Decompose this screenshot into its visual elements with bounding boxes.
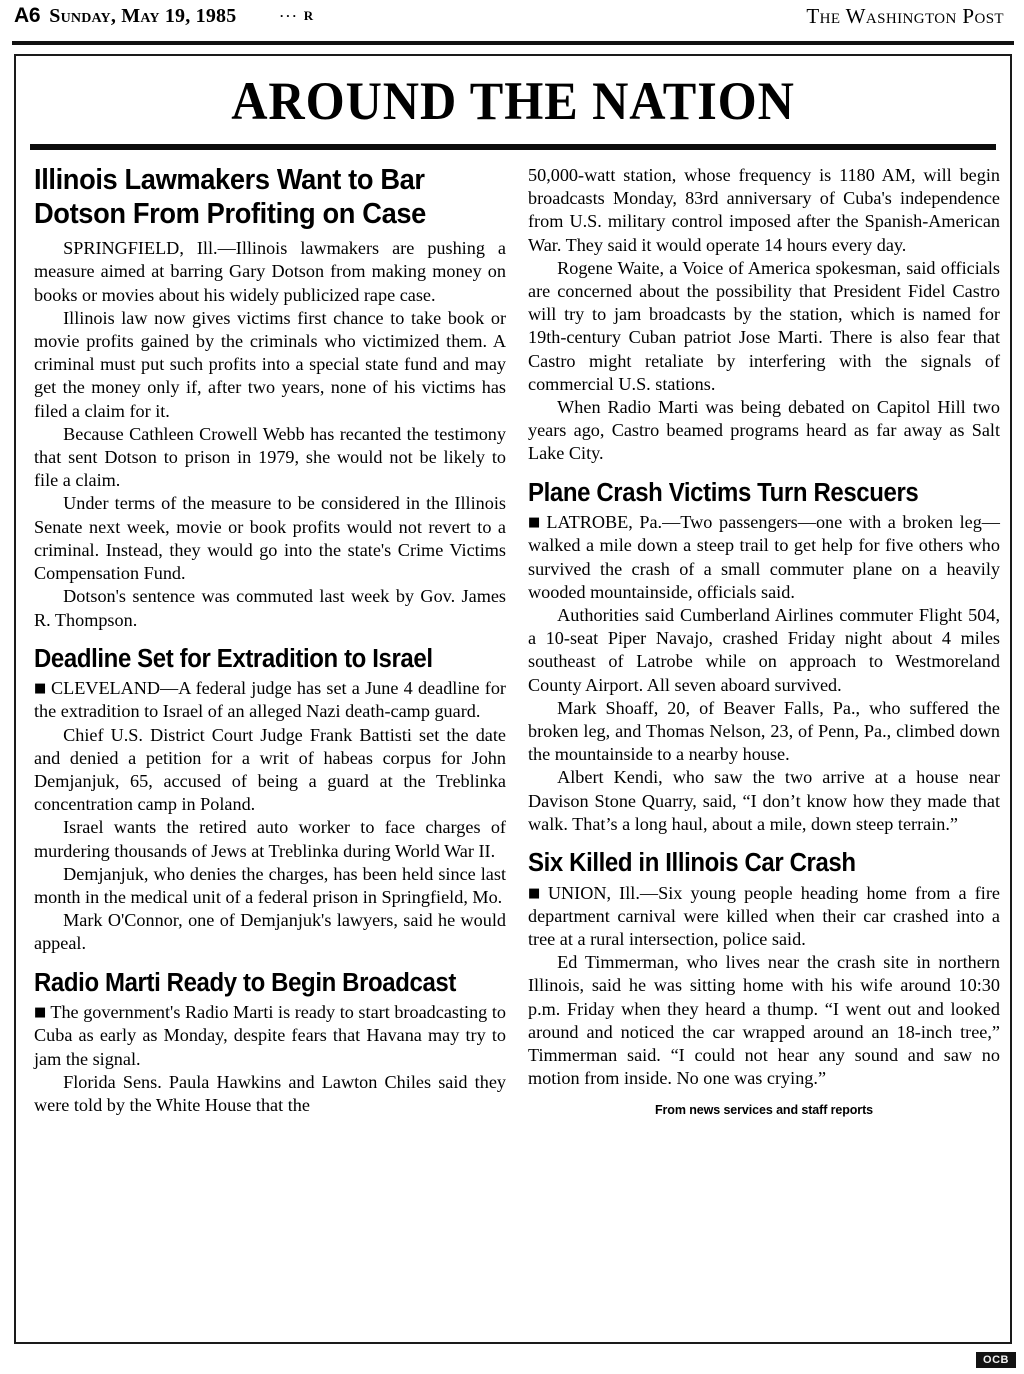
section-title: AROUND THE NATION: [231, 71, 795, 131]
paragraph: Mark Shoaff, 20, of Beaver Falls, Pa., who suffered the broken leg, and Thomas Nelson, 23, of Penn, Pa., climbed down the mountainside to a nearby house.: [528, 697, 1000, 765]
square-bullet-icon: ■: [528, 885, 544, 901]
page-masthead: [0, 0, 1024, 40]
paragraph-text: LATROBE, Pa.—Two passengers—one with a broken leg—walked a mile down a steep trail to get help for five others who survived the crash of a small commuter plane on a heavily wooded mountainside, officials said.: [528, 512, 1000, 602]
paragraph: SPRINGFIELD, Ill.—Illinois lawmakers are pushing a measure aimed at barring Gary Dotson from making money on books or movies about his widely publicized rape case.: [34, 238, 506, 305]
section-banner: [16, 56, 1010, 134]
left-column: [34, 164, 506, 1117]
paragraph: When Radio Marti was being debated on Capitol Hill two years ago, Castro beamed programs heard as far away as Salt Lake City.: [528, 397, 1000, 464]
paragraph-text: UNION, Ill.—Six young people heading home from a fire department carnival were killed when their car crashed into a tree at a rural intersection, police said.: [528, 882, 1000, 949]
paragraph: Florida Sens. Paula Hawkins and Lawton Chiles said they were told by the White House that the: [34, 1071, 506, 1116]
masthead-rule: [12, 41, 1014, 45]
page-folio-number: A6: [14, 4, 41, 27]
story-radio-marti-continued: [528, 164, 1000, 466]
paragraph: Because Cathleen Crowell Webb has recanted the testimony that sent Dotson to prison in 1979, she would not be likely to file a claim.: [34, 423, 506, 491]
page-content-frame: [14, 54, 1012, 1344]
square-bullet-icon: ■: [528, 515, 543, 531]
paragraph: Rogene Waite, a Voice of America spokesman, said officials are concerned about the possibility that President Fidel Castro will try to jam broadcasts by the station, which is named for 19th-century Cuban patriot Jose Marti. There is also fear that Castro might retaliate by interfering with the signals of commercial U.S. stations.: [528, 257, 1000, 394]
story-radio-marti: [34, 969, 506, 1118]
story-credit-line: From news services and staff reports: [654, 1103, 873, 1118]
square-bullet-icon: ■: [34, 1005, 47, 1021]
story-dotson: [34, 164, 506, 632]
paragraph: Dotson's sentence was commuted last week by Gov. James R. Thompson.: [34, 586, 506, 630]
headline-plane-crash: Plane Crash Victims Turn Rescuers: [528, 478, 919, 507]
page-dateline: Sunday, May 19, 1985: [49, 5, 237, 27]
masthead-left-group: [14, 0, 315, 28]
newspaper-name: The Washington Post: [806, 4, 1004, 28]
paragraph: Ed Timmerman, who lives near the crash site in northern Illinois, said he was sitting home with his wife around 10:30 p.m. Friday when they heard a thump. “I went out and looked around and noticed the car wrapped around an 18-inch tree,” Timmerman said. “I could not hear any sound and saw no motion from inside. No one was crying.”: [528, 952, 1000, 1089]
ocr-badge: OCB: [976, 1352, 1016, 1368]
right-column: [528, 164, 1000, 1117]
paragraph: Demjanjuk, who denies the charges, has been held since last month in the medical unit of a federal prison in Springfield, Mo.: [34, 863, 506, 908]
paragraph: Illinois law now gives victims first chance to take book or movie profits gained by the criminals who victimized them. A criminal must put such profits into a special state fund and may get the money only if, after two years, none of his victims has filed a claim for it.: [34, 307, 506, 421]
paragraph-lead: [34, 1001, 506, 1071]
paragraph: Under terms of the measure to be considered in the Illinois Senate next week, movie or book profits would not revert to a criminal. Instead, they would go into the state's Crime Victims Compensation Fund.: [34, 493, 506, 584]
headline-dotson: Illinois Lawmakers Want to Bar Dotson From Profiting on Case: [34, 164, 426, 230]
paragraph: Authorities said Cumberland Airlines commuter Flight 504, a 10-seat Piper Navajo, crashed Friday night about 4 miles southeast of Latrobe while on approach to Westmoreland County Airport. All seven aboard survived.: [528, 605, 1000, 695]
story-extradition: [34, 645, 506, 956]
edition-mark: ··· R: [279, 8, 316, 23]
paragraph-text: CLEVELAND—A federal judge has set a June 4 deadline for the extradition to Israel of an alleged Nazi death-camp guard.: [34, 678, 506, 722]
story-car-crash: [528, 849, 1000, 1090]
headline-radio-marti: Radio Marti Ready to Begin Broadcast: [34, 968, 457, 997]
paragraph-lead: [34, 677, 506, 723]
paragraph: Israel wants the retired auto worker to face charges of murdering thousands of Jews at Treblinka during World War II.: [34, 817, 506, 861]
paragraph-text: The government's Radio Marti is ready to start broadcasting to Cuba as early as Monday, despite fears that Havana may try to jam the signal.: [34, 1002, 506, 1069]
paragraph: Albert Kendi, who saw the two arrive at a house near Davison Stone Quarry, said, “I don’t know how they made that walk. That’s a long haul, about a mile, down steep terrain.”: [528, 767, 1000, 834]
headline-car-crash: Six Killed in Illinois Car Crash: [528, 849, 856, 878]
paragraph-lead: [528, 511, 1000, 604]
paragraph: Mark O'Connor, one of Demjanjuk's lawyers, said he would appeal.: [34, 910, 506, 954]
paragraph-lead: [528, 882, 1000, 952]
paragraph: 50,000-watt station, whose frequency is 1180 AM, will begin broadcasts Monday, 83rd anniversary of Cuba's independence from U.S. military control imposed after the Spanish-American War. They said it would operate 14 hours every day.: [528, 165, 1000, 255]
headline-extradition: Deadline Set for Extradition to Israel: [34, 644, 433, 673]
paragraph: Chief U.S. District Court Judge Frank Battisti set the date and denied a petition for a writ of habeas corpus for John Demjanjuk, 65, accused of being a guard at the Treblinka concentration camp in Poland.: [34, 724, 506, 815]
story-plane-crash: [528, 479, 1000, 836]
square-bullet-icon: ■: [34, 681, 47, 697]
article-columns: [16, 150, 1010, 1117]
